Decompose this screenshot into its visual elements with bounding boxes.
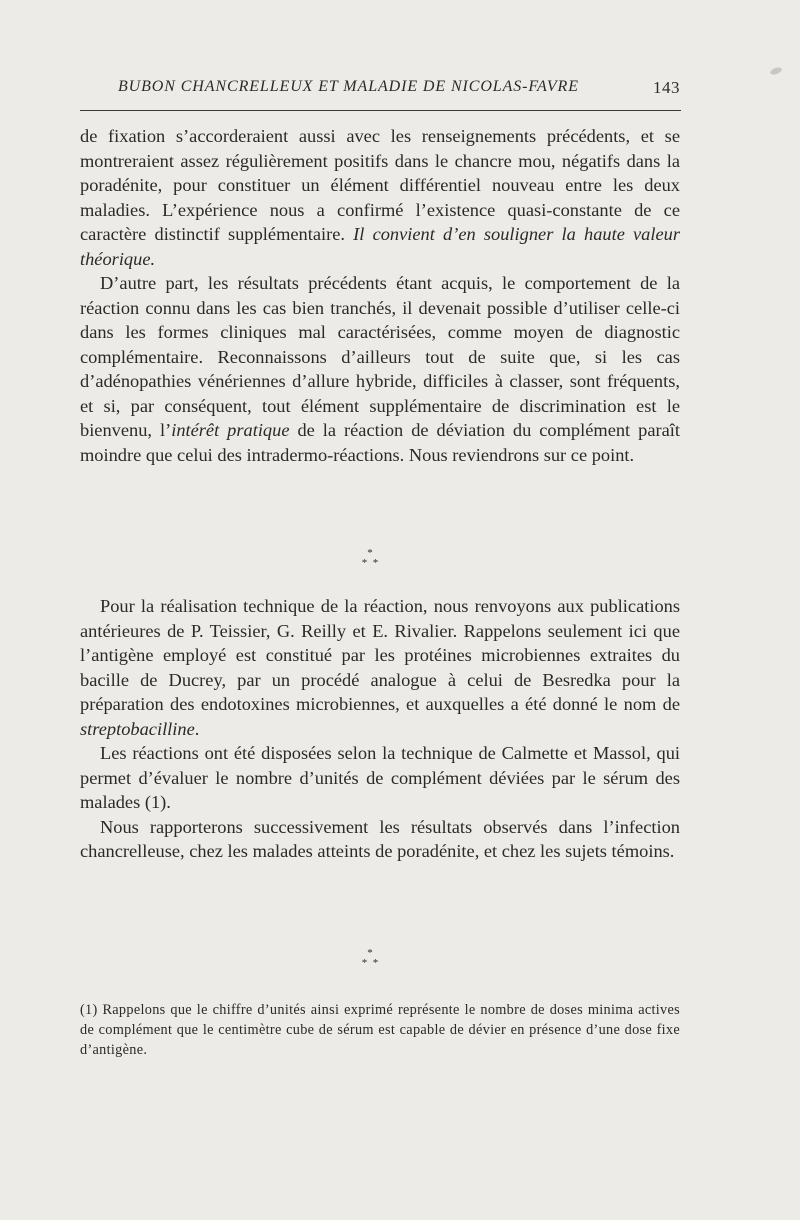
paragraph-text: . <box>194 718 200 739</box>
paragraph-text: Nous rapporterons successivement les résultats observés dans l’infection chancrelleuse, chez les malades atteints de poradénite, et chez les sujets témoins. <box>80 816 680 861</box>
paragraph <box>80 124 680 271</box>
asterism-divider <box>340 948 400 968</box>
paragraph-text: de fixation s’accorderaient aussi avec les renseignements précédents, et se montreraient assez régulièrement positifs dans le chancre mou, négatifs dans la poradénite, pour constituer un élément différentiel nouveau entre les deux maladies. L’expérience nous a confirmé l’existence quasi-constante de ce caractère distinctif supplémentaire. <box>80 126 680 244</box>
header-rule <box>80 110 681 111</box>
asterism-star: * <box>367 547 373 559</box>
text-block-top <box>80 124 680 467</box>
paragraph <box>80 741 680 815</box>
asterism-star: * <box>372 557 379 569</box>
paragraph <box>80 594 680 741</box>
asterism-star: * <box>361 557 368 569</box>
italic-text: streptobacilline <box>80 718 195 739</box>
asterism-stars-pair <box>340 558 400 568</box>
text-block-bottom <box>80 594 680 864</box>
asterism-stars-pair <box>340 958 400 968</box>
paragraph <box>80 271 680 467</box>
paragraph-text: Pour la réalisation technique de la réaction, nous renvoyons aux publications antérieures de P. Teissier, G. Reilly et E. Rivalier. Rappelons seulement ici que l’antigène employé est constitué par les protéines microbiennes extraites du bacille de Ducrey, par un procédé analogue à celui de Besredka pour la préparation des endotoxines microbiennes, et auxquelles a été donné le nom de <box>80 596 680 714</box>
italic-text: intérêt pratique <box>171 420 290 440</box>
asterism-star: * <box>372 957 379 969</box>
paragraph-text: de la réaction de déviation du complément paraît moindre que celui des intradermo-réactions. Nous reviendrons sur ce point. <box>80 420 680 465</box>
asterism-star: * <box>361 957 368 969</box>
italic-text: Il convient d’en souligner la haute valeur théorique. <box>80 224 681 269</box>
footnote: (1) Rappelons que le chiffre d’unités ainsi exprimé représente le nombre de doses minima actives de complément que le centimètre cube de sérum est capable de dévier en présence d’une dose fixe d’antigène. <box>80 1002 680 1058</box>
paragraph-text: D’autre part, les résultats précédents étant acquis, le comportement de la réaction connu dans les cas bien tranchés, il devenait possible d’utiliser celle-ci dans les formes cliniques mal caractérisées, comme moyen de diagnostic complémentaire. Reconnaissons d’ailleurs tout de suite que, si les cas d’adénopathies vénériennes d’allure hybride, difficiles à classer, sont fréquents, et si, par conséquent, tout élément supplémentaire de discrimination est le bienvenu, l’ <box>80 273 680 440</box>
page-number: 143 <box>653 78 680 97</box>
paragraph-text: Les réactions ont été disposées selon la technique de Calmette et Massol, qui permet d’évaluer le nombre d’unités de complément déviées par le sérum des malades (1). <box>80 743 680 812</box>
ink-speck <box>769 66 782 76</box>
paragraph <box>80 815 680 864</box>
running-title: BUBON CHANCRELLEUX ET MALADIE DE NICOLAS-FAVRE <box>118 78 579 95</box>
running-head <box>80 78 680 102</box>
asterism-star: * <box>367 947 373 959</box>
asterism-divider <box>340 548 400 568</box>
